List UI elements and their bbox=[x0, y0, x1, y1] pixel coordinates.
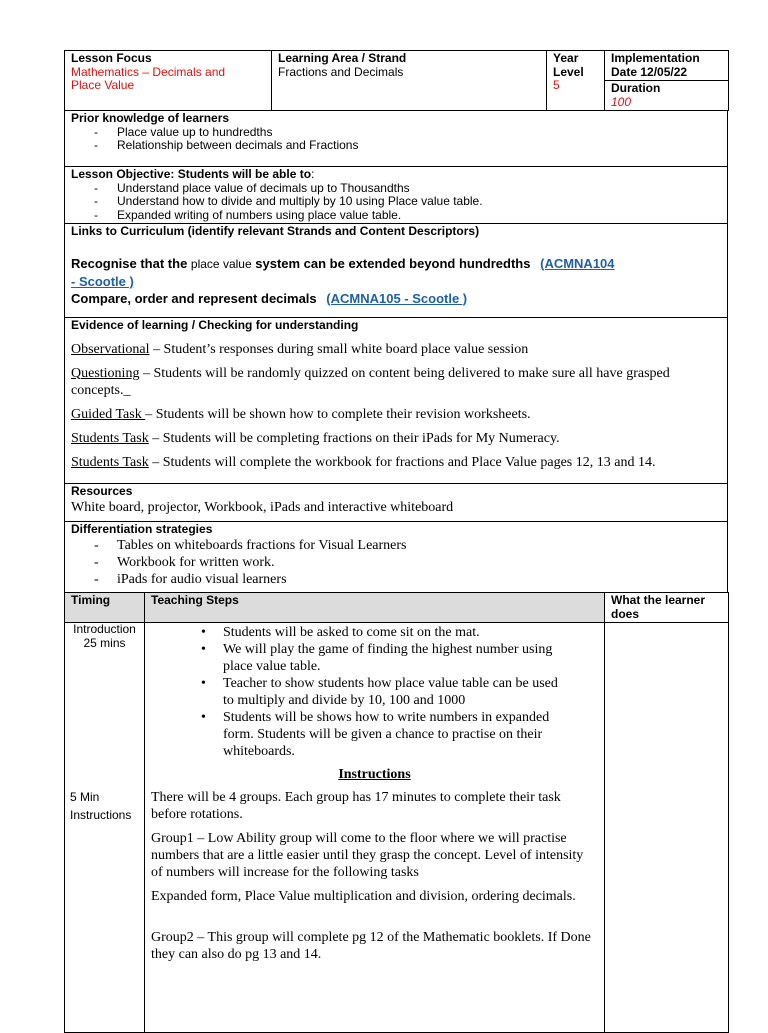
list-item: • Students will be asked to come sit on the mat. bbox=[201, 624, 568, 641]
list-item: • Teacher to show students how place value table can be used to multiply and divide by 10, 100 and 1000 bbox=[201, 675, 568, 709]
implementation-cell bbox=[605, 51, 729, 81]
group1-topics-paragraph: Expanded form, Place Value multiplication and division, ordering decimals. bbox=[151, 889, 576, 904]
prior-knowledge-list bbox=[71, 126, 721, 153]
evidence-label: Questioning bbox=[71, 365, 140, 381]
evidence-text: – Student’s responses during small white board place value session bbox=[149, 341, 529, 357]
list-item: - Understand how to divide and multiply by 10 using Place value table. bbox=[94, 195, 721, 209]
timing-header: Timing bbox=[65, 593, 145, 623]
acmna104-link-cont[interactable]: - Scootle ) bbox=[71, 273, 134, 289]
list-item: - Understand place value of decimals up to Thousandths bbox=[94, 182, 721, 196]
evidence-label: Students Task bbox=[71, 430, 149, 446]
instructions-timing-text: Instructions bbox=[70, 807, 132, 822]
group1-paragraph: Group1 – Low Ability group will come to the floor where we will practise numbers that are a little easier until they grasp the concept. Level of intensity of numbers will increase for the following tasks bbox=[151, 831, 584, 880]
curriculum-line-2 bbox=[71, 290, 721, 307]
lesson-objective-title: Lesson Objective: Students will be able to bbox=[71, 167, 312, 181]
evidence-item bbox=[71, 365, 721, 399]
lesson-objective-section bbox=[65, 167, 728, 224]
teaching-steps-table bbox=[64, 592, 729, 1033]
learning-area-value: Fractions and Decimals bbox=[278, 64, 404, 79]
instructions-title: Instructions bbox=[338, 767, 411, 782]
curriculum-line-1 bbox=[71, 255, 721, 290]
learner-does-cell bbox=[605, 623, 729, 1033]
intro-steps-list bbox=[151, 624, 568, 760]
curriculum-section bbox=[65, 224, 728, 318]
list-item: - Expanded writing of numbers using place value table. bbox=[94, 209, 721, 223]
implementation-label: Implementation bbox=[611, 51, 700, 65]
group2-paragraph: Group2 – This group will complete pg 12 of the Mathematic booklets. If Done they can also do pg 13 and 14. bbox=[151, 930, 591, 962]
curriculum-text: Recognise that the bbox=[71, 255, 191, 271]
list-item: - iPads for audio visual learners bbox=[94, 571, 721, 588]
resources-title: Resources bbox=[71, 484, 133, 498]
evidence-item bbox=[71, 341, 721, 358]
evidence-section bbox=[65, 318, 728, 484]
evidence-item bbox=[71, 454, 721, 471]
lesson-objective-list bbox=[71, 182, 721, 223]
differentiation-title: Differentiation strategies bbox=[71, 522, 213, 536]
learner-header-line-1: What the learner bbox=[611, 593, 706, 607]
list-item: • Students will be shows how to write numbers in expanded form. Students will be given a chance to practise on their whiteboards. bbox=[201, 709, 568, 760]
timing-cell bbox=[65, 623, 145, 1033]
resources-text: White board, projector, Workbook, iPads and interactive whiteboard bbox=[71, 499, 454, 515]
evidence-item bbox=[71, 406, 721, 423]
lesson-plan-page bbox=[64, 50, 728, 1022]
evidence-label: Observational bbox=[71, 341, 150, 357]
evidence-list bbox=[71, 341, 721, 471]
prior-knowledge-section bbox=[65, 111, 728, 167]
learner-header-line-2: does bbox=[611, 606, 640, 621]
lesson-objective-colon: : bbox=[311, 167, 315, 181]
implementation-date: Date 12/05/22 bbox=[611, 64, 688, 79]
teaching-steps-cell bbox=[145, 623, 605, 1033]
list-item: • We will play the game of finding the highest number using place value table. bbox=[201, 641, 568, 675]
year-level-cell bbox=[547, 51, 605, 111]
instructions-timing-label: 5 Min bbox=[70, 790, 100, 804]
learning-area-cell bbox=[272, 51, 547, 111]
duration-label: Duration bbox=[611, 81, 661, 95]
curriculum-text: system can be extended beyond hundredths bbox=[251, 255, 531, 271]
evidence-title: Evidence of learning / Checking for understanding bbox=[71, 318, 359, 332]
list-item: - Place value up to hundredths bbox=[94, 126, 721, 140]
list-item: - Workbook for written work. bbox=[94, 554, 721, 571]
duration-cell bbox=[605, 81, 729, 111]
acmna105-link[interactable]: (ACMNA105 - Scootle ) bbox=[326, 290, 468, 306]
curriculum-title: Links to Curriculum (identify relevant Strands and Content Descriptors) bbox=[71, 224, 480, 238]
evidence-text: – Students will be shown how to complete their revision worksheets. bbox=[145, 406, 531, 422]
evidence-item bbox=[71, 430, 721, 447]
lesson-focus-label: Lesson Focus bbox=[71, 51, 152, 65]
sections-table bbox=[64, 110, 728, 593]
duration-value: 100 bbox=[611, 94, 632, 109]
intro-timing-label: Introduction bbox=[73, 622, 136, 636]
teaching-steps-header: Teaching Steps bbox=[145, 593, 605, 623]
list-item: - Relationship between decimals and Fractions bbox=[94, 139, 721, 153]
evidence-text: – Students will be completing fractions on their iPads for My Numeracy. bbox=[148, 430, 560, 446]
learning-area-label: Learning Area / Strand bbox=[278, 51, 407, 65]
year-label-1: Year bbox=[553, 51, 579, 65]
year-value: 5 bbox=[553, 78, 560, 92]
acmna104-link[interactable]: (ACMNA104 bbox=[540, 255, 615, 271]
differentiation-section bbox=[65, 522, 728, 593]
year-label-2: Level bbox=[553, 64, 584, 79]
evidence-text: – Students will be randomly quizzed on content being delivered to make sure all have grasped concepts._ bbox=[71, 365, 670, 398]
evidence-text: – Students will complete the workbook for fractions and Place Value pages 12, 13 and 14. bbox=[148, 454, 656, 470]
differentiation-list bbox=[71, 537, 721, 588]
header-table bbox=[64, 50, 729, 111]
lesson-focus-value-2: Place Value bbox=[71, 78, 135, 92]
list-item: - Tables on whiteboards fractions for Visual Learners bbox=[94, 537, 721, 554]
intro-timing-duration: 25 mins bbox=[83, 635, 126, 650]
lesson-focus-cell bbox=[65, 51, 272, 111]
evidence-label: Students Task bbox=[71, 454, 149, 470]
curriculum-text: place value bbox=[190, 256, 252, 271]
curriculum-text: Compare, order and represent decimals bbox=[71, 290, 317, 306]
prior-knowledge-title: Prior knowledge of learners bbox=[71, 111, 230, 125]
lesson-focus-value-1: Mathematics – Decimals and bbox=[71, 64, 226, 79]
instructions-paragraph: There will be 4 groups. Each group has 17 minutes to complete their task before rotations. bbox=[151, 790, 561, 822]
learner-header bbox=[605, 593, 729, 623]
evidence-label: Guided Task bbox=[71, 406, 146, 422]
resources-section bbox=[65, 484, 728, 522]
